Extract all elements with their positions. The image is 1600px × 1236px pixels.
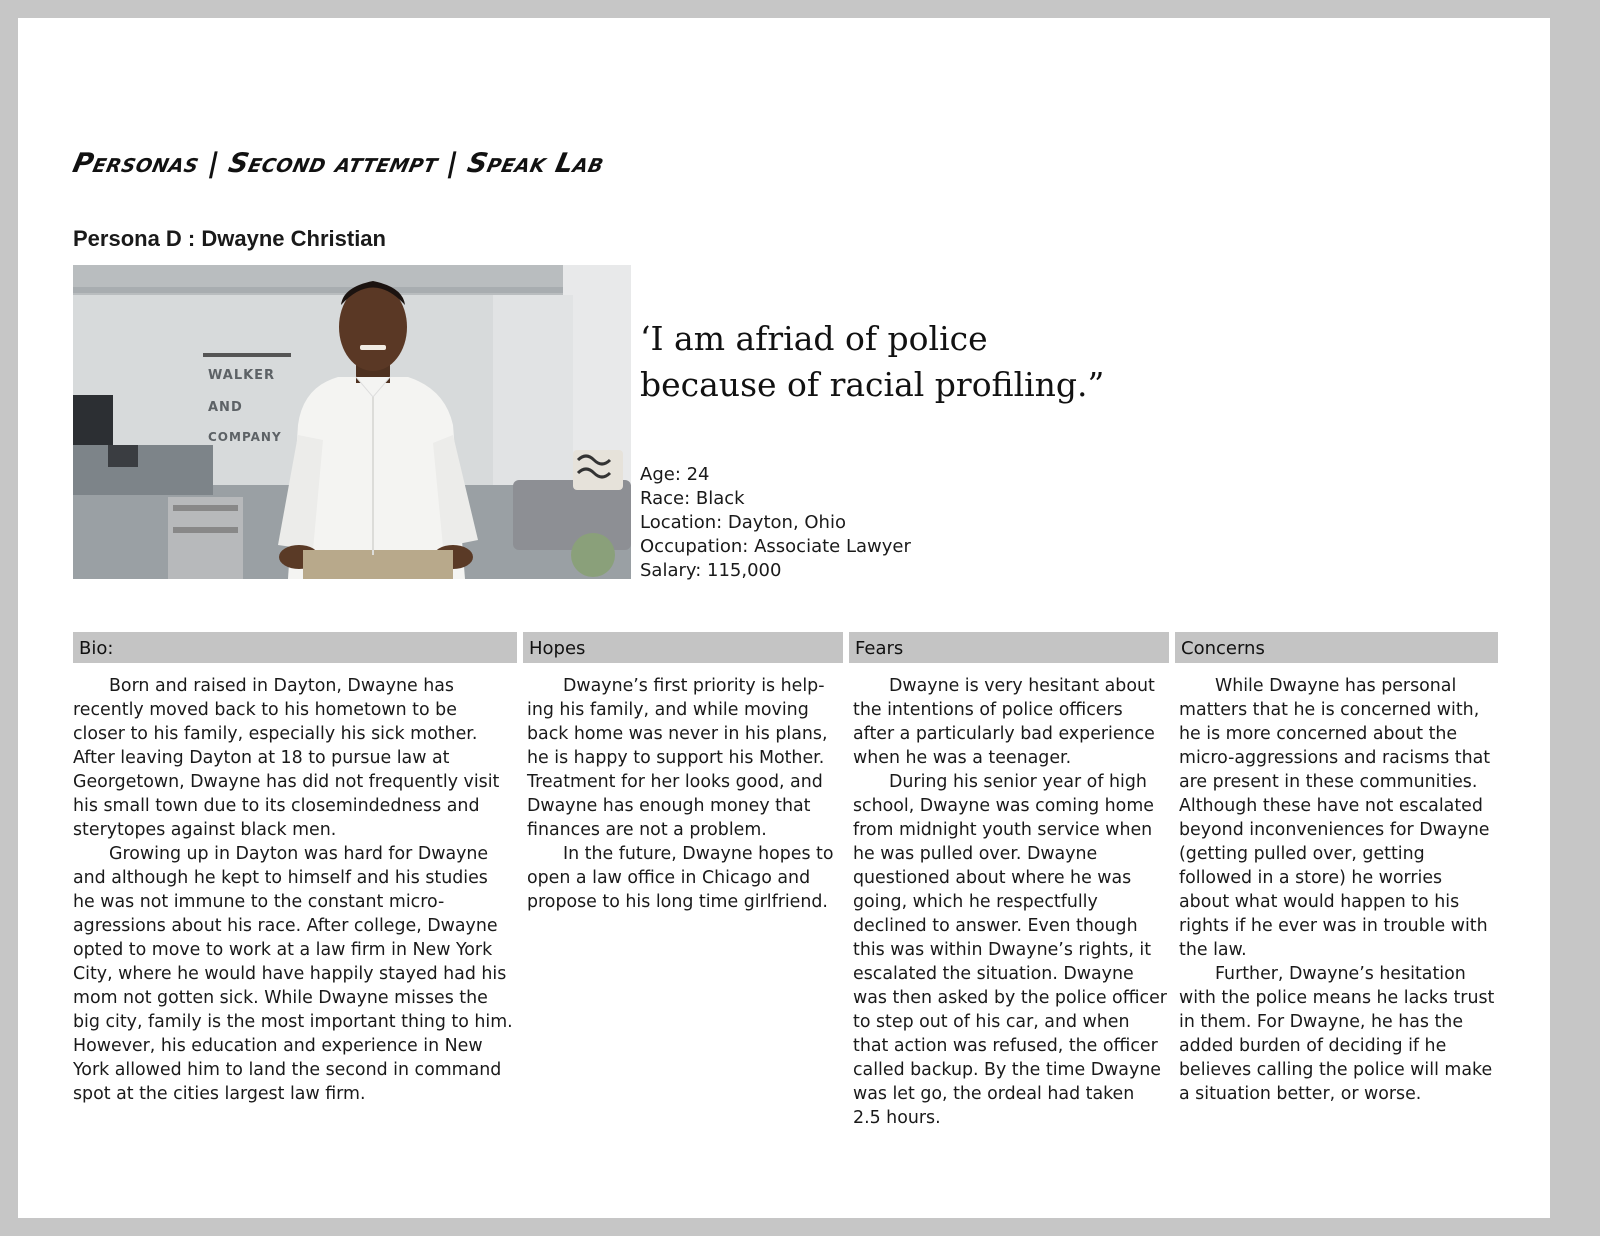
photo-sign-line-2: AND (208, 400, 243, 415)
fears-paragraph-2: During his senior year of high school, Dwayne was coming home from midnight youth service when he was pulled over. Dwayne questioned about where he was going, which he respectfully declined to answer. Even though this was within Dwayne’s rights, it escalated the situation. Dwayne was then asked by the police officer to step out of his car, and when that action was refused, the officer called backup. By the time Dwayne was let go, the ordeal had taken 2.5 hours. (853, 772, 1167, 1128)
bio-text (73, 674, 513, 1106)
fears-paragraph-1: Dwayne is very hesitant about the intentions of police officers after a particularly bad experience when he was a teenager. (853, 676, 1155, 768)
fears-text (853, 674, 1167, 1130)
bio-heading: Bio: (73, 632, 517, 663)
fact-occupation: Occupation: Associate Lawyer (640, 536, 911, 557)
fact-race: Race: Black (640, 488, 745, 509)
persona-photo (73, 265, 631, 579)
fact-location: Location: Dayton, Ohio (640, 512, 846, 533)
persona-quote-line-2: because of racial profiling.” (640, 365, 1105, 404)
page-header-title: Personas | Second attempt | Speak Lab (70, 148, 608, 179)
concerns-paragraph-1: While Dwayne has personal matters that he is concerned with, he is more concerned about the micro-aggressions and racisms that are present in these communities. Although these have not escalated beyond inconveniences for Dwayne (getting pulled over, getting followed in a store) he worries about what would happen to his rights if he ever was in trouble with the law. (1179, 676, 1491, 960)
fact-salary: Salary: 115,000 (640, 560, 782, 581)
bio-paragraph-2: Growing up in Dayton was hard for Dwayne and although he kept to himself and his studies he was not immune to the constant micro-agressions about his race. After college, Dwayne opted to move to work at a law firm in New York City, where he would have happily stayed had his mom not gotten sick. While Dwayne misses the big city, family is the most important thing to him. However, his education and experience in New York allowed him to land the second in command spot at the cities largest law firm. (73, 844, 513, 1104)
photo-sign-line-3: COMPANY (208, 430, 282, 444)
hopes-paragraph-1: Dwayne’s first priority is help-ing his family, and while moving back home was never in his plans, he is happy to support his Mother. Treatment for her looks good, and Dwayne has enough money that finances are not a problem. (527, 676, 828, 840)
concerns-text (1179, 674, 1495, 1106)
persona-page (18, 18, 1550, 1218)
hopes-paragraph-2: In the future, Dwayne hopes to open a law office in Chicago and propose to his long time girlfriend. (527, 844, 834, 912)
hopes-heading: Hopes (523, 632, 843, 663)
photo-sign-line-1: WALKER (208, 368, 276, 383)
concerns-paragraph-2: Further, Dwayne’s hesitation with the police means he lacks trust in them. For Dwayne, he has the added burden of deciding if he believes calling the police will make a situation better, or worse. (1179, 964, 1495, 1104)
hopes-text (527, 674, 839, 914)
bio-paragraph-1: Born and raised in Dayton, Dwayne has recently moved back to his hometown to be closer to his family, especially his sick mother. After leaving Dayton at 18 to pursue law at Georgetown, Dwayne has did not frequently visit his small town due to its closemindedness and sterytopes against black men. (73, 676, 500, 840)
persona-quote (640, 316, 1104, 408)
persona-facts (640, 463, 911, 583)
persona-quote-line-1: ‘I am afriad of police (640, 319, 988, 358)
fact-age: Age: 24 (640, 464, 710, 485)
persona-name: Persona D : Dwayne Christian (73, 226, 386, 251)
fears-heading: Fears (849, 632, 1169, 663)
concerns-heading: Concerns (1175, 632, 1498, 663)
